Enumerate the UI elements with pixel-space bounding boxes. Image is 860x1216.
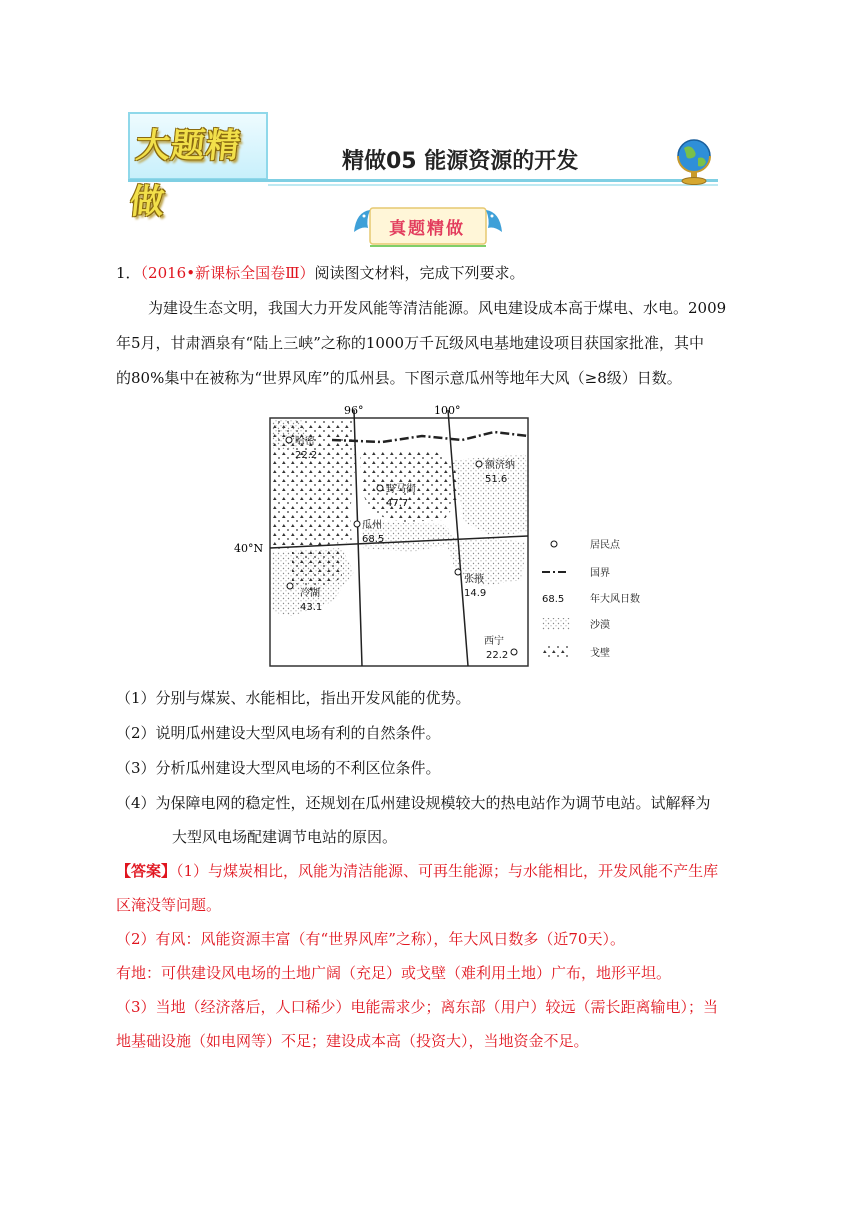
- station-name: 瓜州: [362, 520, 382, 531]
- legend-label: 居民点: [590, 540, 620, 551]
- question-heading: [116, 262, 525, 284]
- station-dot: [377, 485, 383, 491]
- legend-number-symbol: 68.5: [542, 594, 565, 605]
- legend-sand-symbol: [542, 618, 570, 630]
- station-dot: [511, 649, 517, 655]
- station-value: 22.2: [295, 450, 318, 461]
- wind-days-map: [232, 402, 652, 668]
- answer-text: （1）与煤炭相比，风能为清洁能源、可再生能源；与水能相比，开发风能不产生库: [176, 862, 719, 880]
- subquestion-2: （2）说明瓜州建设大型风电场有利的自然条件。: [116, 724, 441, 742]
- subquestion-3: （3）分析瓜州建设大型风电场的不利区位条件。: [116, 759, 441, 777]
- dolphin-icon-left: [354, 210, 370, 232]
- subquestion-1: （1）分别与煤炭、水能相比，指出开发风能的优势。: [116, 689, 471, 707]
- station-name: 野马街: [386, 484, 416, 495]
- answer-line: （3）当地（经济落后，人口稀少）电能需求少；离东部（用户）较远（需长距离输电）；当: [116, 998, 719, 1016]
- station-value: 14.9: [464, 588, 487, 599]
- material-line: 的80%集中在被称为“世界风库”的瓜州县。下图示意瓜州等地年大风（≥8级）日数。: [116, 369, 682, 387]
- globe-icon: [672, 136, 718, 186]
- question-prompt: 阅读图文材料，完成下列要求。: [314, 264, 525, 282]
- header-rule-secondary: [268, 184, 718, 186]
- subquestion-4-cont: 大型风电场配建调节电站的原因。: [172, 828, 398, 846]
- station-name: 额济纳: [485, 460, 515, 471]
- answer-label: 【答案】: [116, 862, 177, 880]
- station-name: 张掖: [464, 574, 484, 585]
- dolphin-icon-right: [486, 210, 502, 232]
- answer-line: 地基础设施（如电网等）不足；建设成本高（投资大），当地资金不足。: [116, 1032, 589, 1050]
- legend-label: 年大风日数: [590, 594, 640, 605]
- lat-label-40n: 40°N: [234, 542, 264, 555]
- answer-line: （2）有风：风能资源丰富（有“世界风库”之称），年大风日数多（近70天）。: [116, 930, 625, 948]
- page-title: 精做05 能源资源的开发: [342, 149, 579, 174]
- header-logo: 大题精做: [128, 126, 244, 222]
- station-name: 哈密: [295, 436, 315, 447]
- legend-label: 国界: [590, 568, 610, 579]
- lon-label-100: 100°: [434, 404, 461, 417]
- station-dot: [354, 521, 360, 527]
- station-value: 47.7: [386, 498, 409, 509]
- station-dot: [287, 583, 293, 589]
- legend-label: 戈壁: [590, 648, 610, 659]
- section-badge-label: 真题精做: [389, 219, 465, 239]
- station-dot: [476, 461, 482, 467]
- legend-label: 沙漠: [590, 620, 610, 631]
- map-legend: [542, 538, 640, 659]
- lon-label-96: 96°: [344, 404, 364, 417]
- answer-line: 有地：可供建设风电场的土地广阔（充足）或戈壁（难利用土地）广布，地形平坦。: [116, 964, 672, 982]
- station-value: 43.1: [300, 602, 323, 613]
- material-line: 为建设生态文明，我国大力开发风能等清洁能源。风电建设成本高于煤电、水电。2009: [148, 299, 727, 317]
- legend-settlement-symbol: [551, 541, 557, 547]
- station-value: 22.2: [486, 650, 509, 661]
- answer-line-1: [116, 860, 718, 882]
- material-line: 年5月，甘肃酒泉有“陆上三峡”之称的1000万千瓦级风电基地建设项目获国家批准，其中: [116, 334, 705, 352]
- station-value: 68.5: [362, 534, 385, 545]
- station-name: 西宁: [484, 636, 504, 647]
- station-name: 冷湖: [300, 588, 320, 599]
- station-dot: [286, 437, 292, 443]
- legend-gobi-symbol: [542, 644, 570, 658]
- question-source: （2016•新课标全国卷Ⅲ）: [140, 264, 315, 282]
- station-dot: [455, 569, 461, 575]
- subquestion-4: （4）为保障电网的稳定性，还规划在瓜州建设规模较大的热电站作为调节电站。试解释为: [116, 794, 711, 812]
- header-rule: [128, 179, 718, 182]
- station-value: 51.6: [485, 474, 508, 485]
- answer-line: 区淹没等问题。: [116, 896, 222, 914]
- question-number: 1．: [116, 264, 141, 282]
